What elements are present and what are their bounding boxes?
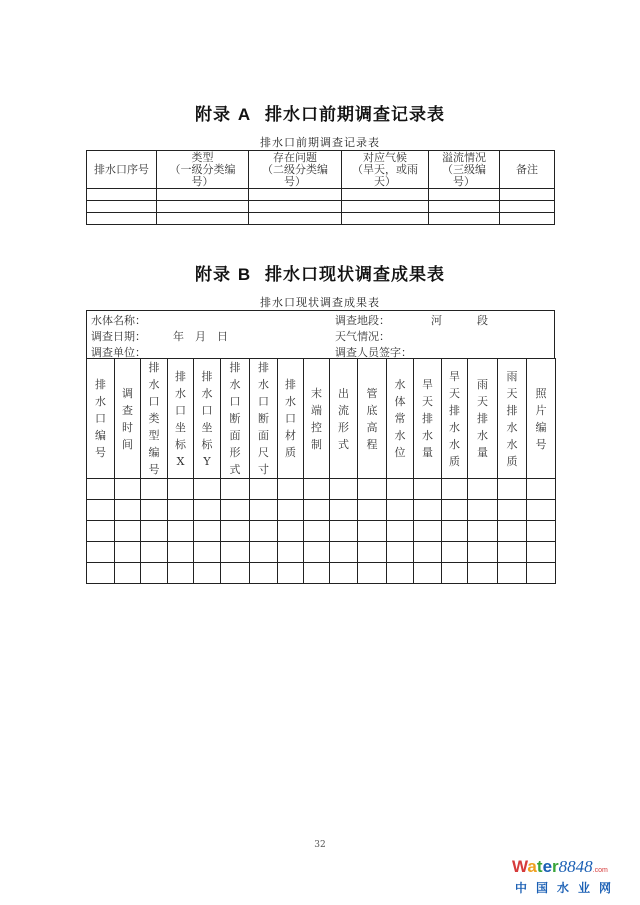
survey-unit-label: 调查单位： <box>91 346 146 359</box>
table-cell[interactable] <box>141 500 168 521</box>
logo-wordmark <box>512 858 632 880</box>
table-b-header-cell <box>498 359 527 479</box>
table-cell[interactable] <box>498 500 527 521</box>
table-cell[interactable] <box>168 542 194 563</box>
water-body-label: 水体名称： <box>91 314 146 327</box>
table-cell[interactable] <box>500 189 555 201</box>
table-cell[interactable] <box>527 500 556 521</box>
header-line: （三级编 <box>442 162 486 176</box>
header-line: 排水口序号 <box>94 162 149 176</box>
table-cell[interactable] <box>429 213 500 225</box>
header-line: 对应气候 <box>363 150 407 164</box>
table-cell[interactable] <box>527 479 556 500</box>
table-cell[interactable] <box>414 479 442 500</box>
table-b-header-cell <box>115 359 141 479</box>
table-cell[interactable] <box>330 521 358 542</box>
table-cell[interactable] <box>87 521 115 542</box>
table-cell[interactable] <box>468 521 498 542</box>
pre-survey-record-table <box>86 150 555 225</box>
segment-label: 段 <box>477 314 488 327</box>
table-cell[interactable] <box>468 542 498 563</box>
river-label: 河 <box>431 314 442 327</box>
table-cell[interactable] <box>387 479 414 500</box>
table-cell[interactable] <box>115 521 141 542</box>
column-label: 雨天排水水质 <box>506 369 518 468</box>
table-cell[interactable] <box>87 479 115 500</box>
column-label: 排水口坐标X <box>175 369 186 468</box>
table-cell[interactable] <box>387 521 414 542</box>
table-cell[interactable] <box>414 521 442 542</box>
column-label: 排水口编号 <box>95 378 106 459</box>
appendix-b-letter: B <box>237 265 252 284</box>
appendix-b-title <box>0 260 640 285</box>
table-cell[interactable] <box>429 201 500 213</box>
table-b-caption: 排水口现状调查成果表 <box>260 296 380 309</box>
table-cell[interactable] <box>527 563 556 584</box>
table-cell[interactable] <box>342 201 429 213</box>
column-label: 排水口断面尺寸 <box>258 361 269 476</box>
table-b-header-cell <box>168 359 194 479</box>
table-a-header-cell <box>500 151 555 189</box>
table-cell[interactable] <box>358 479 387 500</box>
table-b-header-cell <box>221 359 250 479</box>
table-cell[interactable] <box>221 500 250 521</box>
header-line: 类型 <box>191 150 214 164</box>
table-b-header-cell <box>387 359 414 479</box>
header-line: 号） <box>453 174 475 188</box>
table-cell[interactable] <box>115 479 141 500</box>
table-a-header-cell <box>87 151 157 189</box>
column-label: 末端控制 <box>311 386 322 451</box>
column-label: 排水口材质 <box>285 378 296 459</box>
appendix-b-prefix: 附录 <box>194 265 231 285</box>
table-cell[interactable] <box>304 521 330 542</box>
table-b-header-cell <box>194 359 221 479</box>
table-cell[interactable] <box>221 521 250 542</box>
logo-number: 8848 <box>558 857 593 876</box>
table-cell[interactable] <box>304 542 330 563</box>
header-line: 天） <box>374 174 396 188</box>
table-cell[interactable] <box>87 542 115 563</box>
table-cell[interactable] <box>414 563 442 584</box>
table-cell[interactable] <box>194 542 221 563</box>
column-label: 旱天排水量 <box>422 378 433 459</box>
table-row <box>87 213 555 225</box>
survey-info-block <box>86 310 555 358</box>
table-cell[interactable] <box>168 563 194 584</box>
table-cell[interactable] <box>304 563 330 584</box>
table-cell[interactable] <box>157 213 249 225</box>
table-cell[interactable] <box>468 500 498 521</box>
table-cell[interactable] <box>358 500 387 521</box>
column-label: 调查时间 <box>122 386 133 451</box>
table-cell[interactable] <box>498 542 527 563</box>
table-row <box>87 500 556 521</box>
table-cell[interactable] <box>387 500 414 521</box>
table-b-header-cell <box>358 359 387 479</box>
table-a-header-cell <box>429 151 500 189</box>
table-b-header-cell <box>468 359 498 479</box>
table-cell[interactable] <box>442 563 468 584</box>
table-cell[interactable] <box>168 479 194 500</box>
column-label: 照片编号 <box>535 386 547 451</box>
table-b-header-cell <box>304 359 330 479</box>
table-cell[interactable] <box>87 213 157 225</box>
table-b-header-cell <box>414 359 442 479</box>
table-cell[interactable] <box>250 500 278 521</box>
table-b-header-cell <box>250 359 278 479</box>
table-cell[interactable] <box>168 521 194 542</box>
column-label: 出流形式 <box>338 386 349 451</box>
header-line: （旱天，或雨 <box>352 162 418 176</box>
column-label: 排水口坐标Y <box>201 369 213 468</box>
table-cell[interactable] <box>115 563 141 584</box>
table-cell[interactable] <box>278 542 304 563</box>
column-label: 水体常水位 <box>394 378 406 459</box>
table-cell[interactable] <box>141 542 168 563</box>
table-a-header-row <box>87 151 555 189</box>
table-cell[interactable] <box>87 201 157 213</box>
table-cell[interactable] <box>414 500 442 521</box>
appendix-a-title <box>0 100 640 125</box>
table-b-header-cell <box>330 359 358 479</box>
table-cell[interactable] <box>250 521 278 542</box>
table-cell[interactable] <box>500 213 555 225</box>
table-cell[interactable] <box>330 500 358 521</box>
table-cell[interactable] <box>342 189 429 201</box>
table-cell[interactable] <box>141 521 168 542</box>
table-cell[interactable] <box>249 189 342 201</box>
logo-letter: W <box>512 857 528 876</box>
table-cell[interactable] <box>304 479 330 500</box>
appendix-a-letter: A <box>237 105 252 124</box>
table-cell[interactable] <box>358 521 387 542</box>
header-line: 备注 <box>516 162 538 176</box>
appendix-a-prefix: 附录 <box>194 105 231 125</box>
table-b-header-cell <box>278 359 304 479</box>
column-label: 旱天排水水质 <box>449 369 460 468</box>
column-label: 管底高程 <box>366 386 378 451</box>
table-b-header-cell <box>527 359 556 479</box>
table-row <box>87 542 556 563</box>
table-cell[interactable] <box>498 479 527 500</box>
logo-letter: e <box>542 857 553 876</box>
table-cell[interactable] <box>141 479 168 500</box>
table-cell[interactable] <box>194 500 221 521</box>
appendix-b-text: 排水口现状调查成果表 <box>265 265 446 285</box>
logo-letter: a <box>527 857 537 876</box>
table-cell[interactable] <box>468 563 498 584</box>
table-cell[interactable] <box>249 201 342 213</box>
table-cell[interactable] <box>527 521 556 542</box>
table-cell[interactable] <box>194 479 221 500</box>
table-cell[interactable] <box>221 479 250 500</box>
table-cell[interactable] <box>527 542 556 563</box>
logo-suffix: .com <box>592 867 608 874</box>
table-b-header-cell <box>87 359 115 479</box>
logo-letter: r <box>552 857 559 876</box>
appendix-a-text: 排水口前期调查记录表 <box>265 105 446 125</box>
table-cell[interactable] <box>115 542 141 563</box>
table-b-header-cell <box>442 359 468 479</box>
logo-chinese-name: 中国水业网 <box>515 881 621 895</box>
weather-label: 天气情况： <box>335 330 390 343</box>
table-a-caption: 排水口前期调查记录表 <box>260 136 380 149</box>
table-cell[interactable] <box>442 479 468 500</box>
table-row <box>87 189 555 201</box>
status-survey-result-table <box>86 358 556 584</box>
table-cell[interactable] <box>278 500 304 521</box>
column-label: 排水口类型编号 <box>148 361 160 476</box>
table-cell[interactable] <box>141 563 168 584</box>
survey-date-label: 调查日期： <box>91 330 146 343</box>
table-cell[interactable] <box>115 500 141 521</box>
water8848-logo <box>512 858 632 898</box>
page-number: 32 <box>314 840 326 850</box>
day-label: 日 <box>217 330 228 343</box>
table-cell[interactable] <box>278 563 304 584</box>
table-row <box>87 521 556 542</box>
table-cell[interactable] <box>414 542 442 563</box>
table-cell[interactable] <box>278 479 304 500</box>
surveyor-signature-label: 调查人员签字： <box>335 346 412 359</box>
table-row <box>87 563 556 584</box>
table-b-header-row <box>87 359 556 479</box>
table-a-header-cell <box>342 151 429 189</box>
table-cell[interactable] <box>330 542 358 563</box>
table-cell[interactable] <box>500 201 555 213</box>
survey-section-label: 调查地段： <box>335 314 390 327</box>
table-cell[interactable] <box>157 189 249 201</box>
table-cell[interactable] <box>249 213 342 225</box>
header-line: （二级分类编 <box>262 162 328 176</box>
header-line: （一级分类编 <box>169 162 236 176</box>
table-cell[interactable] <box>387 563 414 584</box>
column-label: 雨天排水量 <box>477 378 488 459</box>
logo-letter: t <box>536 857 543 876</box>
table-cell[interactable] <box>221 563 250 584</box>
table-cell[interactable] <box>387 542 414 563</box>
table-cell[interactable] <box>194 563 221 584</box>
table-cell[interactable] <box>194 521 221 542</box>
header-line: 存在问题 <box>273 150 317 164</box>
header-line: 号） <box>284 174 306 188</box>
table-row <box>87 201 555 213</box>
table-cell[interactable] <box>330 479 358 500</box>
table-cell[interactable] <box>87 563 115 584</box>
table-cell[interactable] <box>221 542 250 563</box>
table-cell[interactable] <box>429 189 500 201</box>
table-b-header-cell <box>141 359 168 479</box>
header-line: 号） <box>191 174 214 188</box>
table-cell[interactable] <box>498 521 527 542</box>
year-label: 年 <box>173 330 184 343</box>
table-cell[interactable] <box>278 521 304 542</box>
table-cell[interactable] <box>250 479 278 500</box>
header-line: 溢流情况 <box>442 150 486 164</box>
table-cell[interactable] <box>157 201 249 213</box>
month-label: 月 <box>195 330 206 343</box>
table-a-header-cell <box>249 151 342 189</box>
table-cell[interactable] <box>250 542 278 563</box>
table-cell[interactable] <box>250 563 278 584</box>
table-cell[interactable] <box>468 479 498 500</box>
table-cell[interactable] <box>498 563 527 584</box>
table-a-header-cell <box>157 151 249 189</box>
table-cell[interactable] <box>304 500 330 521</box>
table-cell[interactable] <box>358 563 387 584</box>
table-cell[interactable] <box>87 189 157 201</box>
table-cell[interactable] <box>342 213 429 225</box>
table-cell[interactable] <box>358 542 387 563</box>
table-row <box>87 479 556 500</box>
table-cell[interactable] <box>442 521 468 542</box>
column-label: 排水口断面形式 <box>229 361 241 476</box>
table-cell[interactable] <box>442 542 468 563</box>
table-cell[interactable] <box>330 563 358 584</box>
table-cell[interactable] <box>168 500 194 521</box>
table-cell[interactable] <box>87 500 115 521</box>
table-cell[interactable] <box>442 500 468 521</box>
